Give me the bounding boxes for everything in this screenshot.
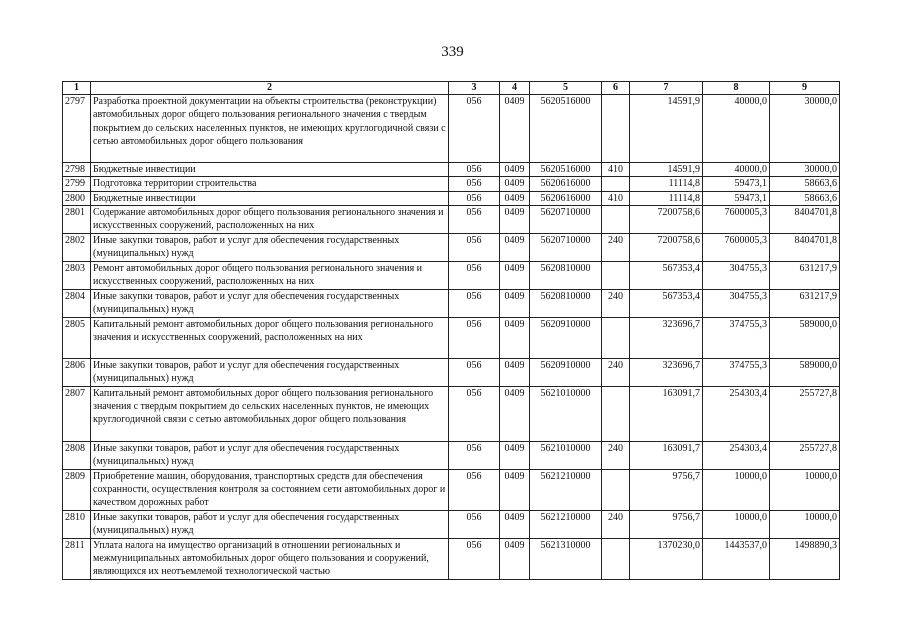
- ministry-code: 056: [449, 538, 500, 579]
- row-number: 2798: [63, 163, 91, 177]
- header-col-2: 2: [91, 82, 449, 95]
- amount-col-8: 254303,4: [703, 386, 770, 441]
- section-code: 0409: [500, 177, 530, 191]
- ministry-code: 056: [449, 441, 500, 469]
- section-code: 0409: [500, 205, 530, 233]
- amount-col-9: 1498890,3: [770, 538, 840, 579]
- table-row: [63, 289, 840, 317]
- target-code: 5620616000: [530, 177, 602, 191]
- ministry-code: 056: [449, 386, 500, 441]
- row-number: 2811: [63, 538, 91, 579]
- table-row: [63, 358, 840, 386]
- target-code: 5620516000: [530, 163, 602, 177]
- ministry-code: 056: [449, 177, 500, 191]
- amount-col-8: 10000,0: [703, 469, 770, 510]
- section-code: 0409: [500, 317, 530, 358]
- header-col-9: 9: [770, 82, 840, 95]
- target-code: 5620910000: [530, 317, 602, 358]
- target-code: 5621010000: [530, 386, 602, 441]
- amount-col-7: 14591,9: [630, 163, 703, 177]
- ministry-code: 056: [449, 289, 500, 317]
- amount-col-7: 9756,7: [630, 469, 703, 510]
- table-header-row: [63, 82, 840, 95]
- amount-col-7: 11114,8: [630, 177, 703, 191]
- expense-type-code: [602, 95, 630, 163]
- amount-col-9: 631217,9: [770, 289, 840, 317]
- amount-col-7: 9756,7: [630, 510, 703, 538]
- amount-col-8: 59473,1: [703, 191, 770, 205]
- row-name: Подготовка территории строительства: [91, 177, 449, 191]
- amount-col-7: 163091,7: [630, 386, 703, 441]
- table-row: [63, 538, 840, 579]
- row-name: Бюджетные инвестиции: [91, 191, 449, 205]
- header-col-6: 6: [602, 82, 630, 95]
- section-code: 0409: [500, 538, 530, 579]
- amount-col-9: 58663,6: [770, 177, 840, 191]
- target-code: 5620910000: [530, 358, 602, 386]
- row-number: 2802: [63, 233, 91, 261]
- amount-col-9: 631217,9: [770, 261, 840, 289]
- amount-col-9: 589000,0: [770, 317, 840, 358]
- row-number: 2801: [63, 205, 91, 233]
- amount-col-8: 254303,4: [703, 441, 770, 469]
- target-code: 5620616000: [530, 191, 602, 205]
- budget-table: [62, 81, 840, 580]
- amount-col-8: 304755,3: [703, 289, 770, 317]
- target-code: 5621210000: [530, 469, 602, 510]
- row-name: Бюджетные инвестиции: [91, 163, 449, 177]
- amount-col-7: 323696,7: [630, 358, 703, 386]
- row-name: Уплата налога на имущество организаций в отношении региональных и межмуниципальных автомобильных дорог общего пользования и сооружений, являющихся их неотъемлемой технологической частью: [91, 538, 449, 579]
- ministry-code: 056: [449, 261, 500, 289]
- row-number: 2803: [63, 261, 91, 289]
- amount-col-8: 7600005,3: [703, 205, 770, 233]
- row-number: 2810: [63, 510, 91, 538]
- table-row: [63, 469, 840, 510]
- section-code: 0409: [500, 386, 530, 441]
- row-name: Иные закупки товаров, работ и услуг для обеспечения государственных (муниципальных) нужд: [91, 510, 449, 538]
- ministry-code: 056: [449, 317, 500, 358]
- page-number: 339: [441, 44, 464, 60]
- section-code: 0409: [500, 441, 530, 469]
- ministry-code: 056: [449, 163, 500, 177]
- table-row: [63, 317, 840, 358]
- amount-col-7: 1370230,0: [630, 538, 703, 579]
- target-code: 5621210000: [530, 510, 602, 538]
- amount-col-9: 30000,0: [770, 163, 840, 177]
- target-code: 5620810000: [530, 289, 602, 317]
- target-code: 5620710000: [530, 233, 602, 261]
- table-row: [63, 191, 840, 205]
- amount-col-7: 163091,7: [630, 441, 703, 469]
- row-name: Иные закупки товаров, работ и услуг для обеспечения государственных (муниципальных) нужд: [91, 289, 449, 317]
- amount-col-9: 589000,0: [770, 358, 840, 386]
- table-row: [63, 261, 840, 289]
- table-row: [63, 510, 840, 538]
- row-number: 2800: [63, 191, 91, 205]
- expense-type-code: 240: [602, 233, 630, 261]
- row-number: 2797: [63, 95, 91, 163]
- table-row: [63, 386, 840, 441]
- amount-col-9: 8404701,8: [770, 205, 840, 233]
- amount-col-8: 374755,3: [703, 358, 770, 386]
- header-col-5: 5: [530, 82, 602, 95]
- row-name: Иные закупки товаров, работ и услуг для обеспечения государственных (муниципальных) нужд: [91, 358, 449, 386]
- ministry-code: 056: [449, 95, 500, 163]
- ministry-code: 056: [449, 191, 500, 205]
- amount-col-9: 255727,8: [770, 441, 840, 469]
- target-code: 5621010000: [530, 441, 602, 469]
- expense-type-code: [602, 538, 630, 579]
- header-col-8: 8: [703, 82, 770, 95]
- table-row: [63, 233, 840, 261]
- expense-type-code: [602, 205, 630, 233]
- expense-type-code: 240: [602, 289, 630, 317]
- expense-type-code: 240: [602, 358, 630, 386]
- expense-type-code: [602, 317, 630, 358]
- row-number: 2799: [63, 177, 91, 191]
- expense-type-code: [602, 177, 630, 191]
- amount-col-9: 58663,6: [770, 191, 840, 205]
- table-row: [63, 177, 840, 191]
- section-code: 0409: [500, 469, 530, 510]
- section-code: 0409: [500, 95, 530, 163]
- amount-col-9: 10000,0: [770, 469, 840, 510]
- amount-col-8: 10000,0: [703, 510, 770, 538]
- row-number: 2805: [63, 317, 91, 358]
- target-code: 5620810000: [530, 261, 602, 289]
- row-name: Приобретение машин, оборудования, транспортных средств для обеспечения сохранности, осуществления контроля за состоянием сети автомобильных дорог и качеством дорожных работ: [91, 469, 449, 510]
- amount-col-7: 323696,7: [630, 317, 703, 358]
- row-number: 2808: [63, 441, 91, 469]
- amount-col-8: 40000,0: [703, 95, 770, 163]
- row-number: 2807: [63, 386, 91, 441]
- ministry-code: 056: [449, 233, 500, 261]
- row-name: Разработка проектной документации на объекты строительства (реконструкции) автомобильных дорог общего пользования регионального значения с твердым покрытием до сельских населенных пунктов, не имеющих круглогодичной связи с сетью автомобильных дорог общего пользования: [91, 95, 449, 163]
- expense-type-code: 410: [602, 191, 630, 205]
- section-code: 0409: [500, 191, 530, 205]
- header-col-3: 3: [449, 82, 500, 95]
- header-col-7: 7: [630, 82, 703, 95]
- expense-type-code: 240: [602, 441, 630, 469]
- amount-col-8: 304755,3: [703, 261, 770, 289]
- expense-type-code: [602, 469, 630, 510]
- ministry-code: 056: [449, 510, 500, 538]
- section-code: 0409: [500, 289, 530, 317]
- amount-col-7: 7200758,6: [630, 233, 703, 261]
- expense-type-code: 240: [602, 510, 630, 538]
- amount-col-7: 567353,4: [630, 289, 703, 317]
- row-name: Иные закупки товаров, работ и услуг для обеспечения государственных (муниципальных) нужд: [91, 441, 449, 469]
- table-row: [63, 163, 840, 177]
- table-row: [63, 205, 840, 233]
- target-code: 5620710000: [530, 205, 602, 233]
- row-number: 2806: [63, 358, 91, 386]
- amount-col-7: 14591,9: [630, 95, 703, 163]
- ministry-code: 056: [449, 469, 500, 510]
- expense-type-code: 410: [602, 163, 630, 177]
- target-code: 5621310000: [530, 538, 602, 579]
- ministry-code: 056: [449, 205, 500, 233]
- row-number: 2804: [63, 289, 91, 317]
- section-code: 0409: [500, 510, 530, 538]
- header-col-4: 4: [500, 82, 530, 95]
- section-code: 0409: [500, 233, 530, 261]
- expense-type-code: [602, 261, 630, 289]
- section-code: 0409: [500, 261, 530, 289]
- ministry-code: 056: [449, 358, 500, 386]
- table-row: [63, 441, 840, 469]
- amount-col-7: 567353,4: [630, 261, 703, 289]
- amount-col-8: 7600005,3: [703, 233, 770, 261]
- section-code: 0409: [500, 163, 530, 177]
- header-col-1: 1: [63, 82, 91, 95]
- amount-col-8: 1443537,0: [703, 538, 770, 579]
- row-name: Содержание автомобильных дорог общего пользования регионального значения и искусственных сооружений, расположенных на них: [91, 205, 449, 233]
- amount-col-7: 7200758,6: [630, 205, 703, 233]
- table-row: [63, 95, 840, 163]
- row-name: Капитальный ремонт автомобильных дорог общего пользования регионального значения с твердым покрытием до сельских населенных пунктов, не имеющих круглогодичной связи с сетью автомобильных дорог общего пользования: [91, 386, 449, 441]
- row-number: 2809: [63, 469, 91, 510]
- amount-col-7: 11114,8: [630, 191, 703, 205]
- row-name: Ремонт автомобильных дорог общего пользования регионального значения и искусственных сооружений, расположенных на них: [91, 261, 449, 289]
- amount-col-8: 374755,3: [703, 317, 770, 358]
- amount-col-9: 8404701,8: [770, 233, 840, 261]
- row-name: Иные закупки товаров, работ и услуг для обеспечения государственных (муниципальных) нужд: [91, 233, 449, 261]
- amount-col-9: 30000,0: [770, 95, 840, 163]
- amount-col-8: 59473,1: [703, 177, 770, 191]
- expense-type-code: [602, 386, 630, 441]
- amount-col-8: 40000,0: [703, 163, 770, 177]
- row-name: Капитальный ремонт автомобильных дорог общего пользования регионального значения и искусственных сооружений, расположенных на них: [91, 317, 449, 358]
- amount-col-9: 255727,8: [770, 386, 840, 441]
- amount-col-9: 10000,0: [770, 510, 840, 538]
- section-code: 0409: [500, 358, 530, 386]
- target-code: 5620516000: [530, 95, 602, 163]
